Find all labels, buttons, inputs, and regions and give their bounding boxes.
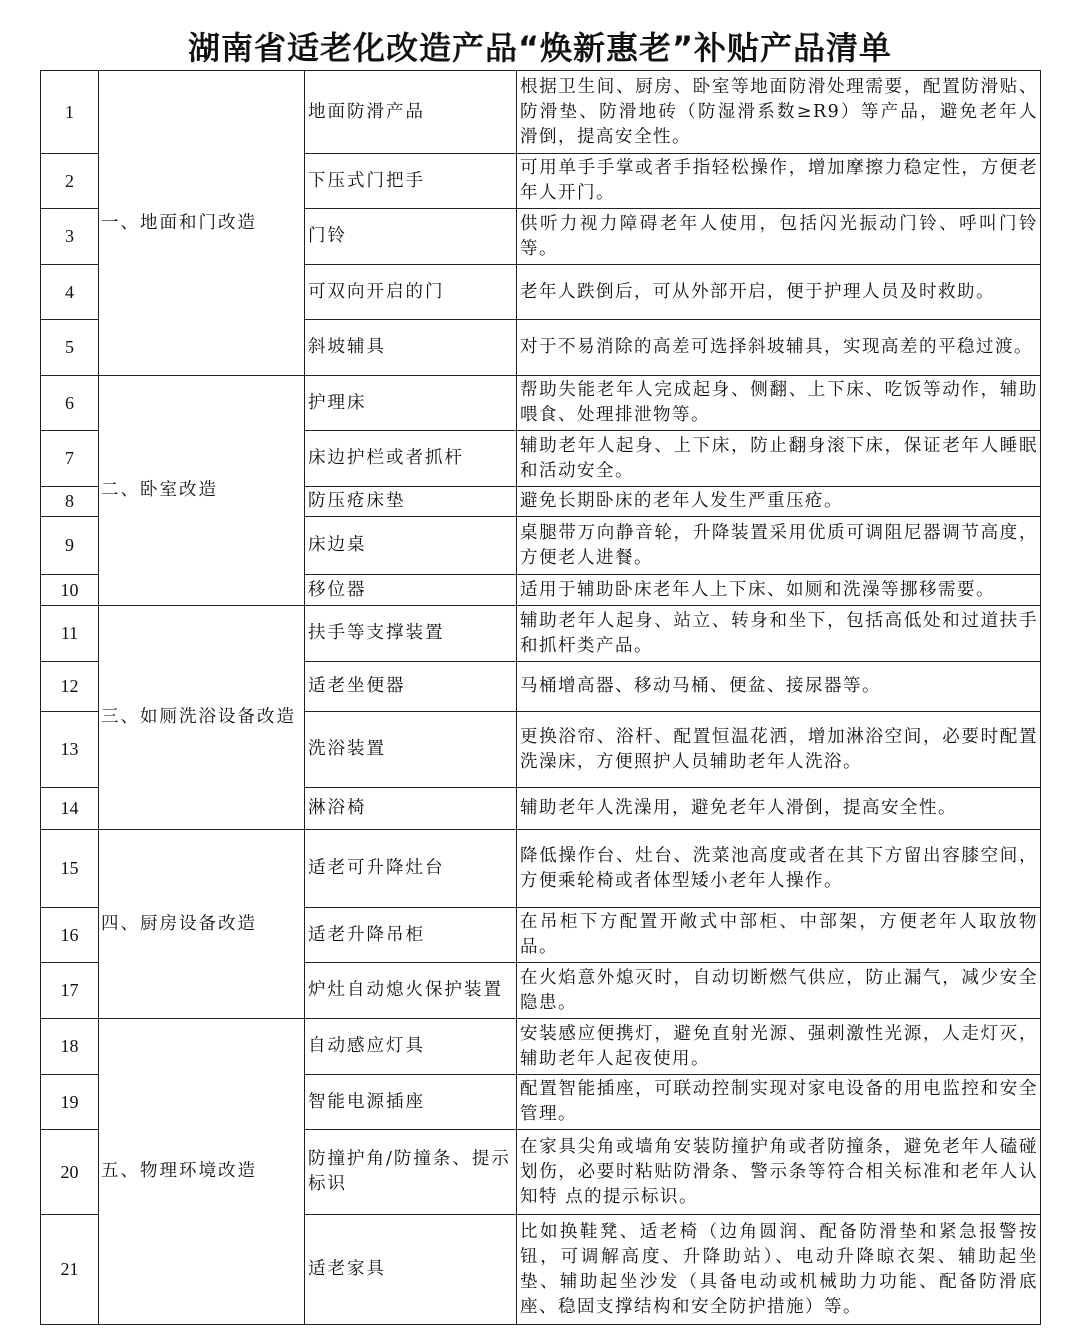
table-row (41, 71, 1041, 154)
product-name: 炉灶自动熄火保护装置 (305, 963, 517, 1019)
table-row (41, 376, 1041, 431)
product-name: 淋浴椅 (305, 788, 517, 830)
row-number: 1 (41, 71, 99, 154)
category-cell: 一、地面和门改造 (99, 71, 305, 376)
row-number: 15 (41, 830, 99, 908)
row-number: 14 (41, 788, 99, 830)
product-name: 地面防滑产品 (305, 71, 517, 154)
row-number: 21 (41, 1215, 99, 1325)
subsidy-product-table (40, 70, 1041, 1325)
row-number: 5 (41, 320, 99, 376)
product-name: 洗浴装置 (305, 712, 517, 788)
product-description: 比如换鞋凳、适老椅（边角圆润、配备防滑垫和紧急报警按钮，可调解高度、升降助站）、电动升降晾衣架、辅助起坐垫、辅助起坐沙发（具备电动或机械助力功能、配备防滑底座、稳固支撑结构和安全防护措施）等。 (517, 1215, 1041, 1325)
product-name: 门铃 (305, 209, 517, 265)
product-name: 防压疮床垫 (305, 487, 517, 517)
row-number: 2 (41, 154, 99, 209)
product-name: 适老家具 (305, 1215, 517, 1325)
product-description: 供听力视力障碍老年人使用，包括闪光振动门铃、呼叫门铃等。 (517, 209, 1041, 265)
product-description: 适用于辅助卧床老年人上下床、如厕和洗澡等挪移需要。 (517, 575, 1041, 606)
row-number: 11 (41, 606, 99, 662)
product-name: 床边桌 (305, 517, 517, 575)
row-number: 7 (41, 431, 99, 487)
row-number: 13 (41, 712, 99, 788)
row-number: 18 (41, 1019, 99, 1075)
product-description: 辅助老年人洗澡用，避免老年人滑倒，提高安全性。 (517, 788, 1041, 830)
product-description: 在火焰意外熄灭时，自动切断燃气供应，防止漏气，减少安全隐患。 (517, 963, 1041, 1019)
row-number: 12 (41, 662, 99, 712)
product-description: 对于不易消除的高差可选择斜坡辅具，实现高差的平稳过渡。 (517, 320, 1041, 376)
row-number: 17 (41, 963, 99, 1019)
product-description: 在吊柜下方配置开敞式中部柜、中部架，方便老年人取放物品。 (517, 908, 1041, 963)
row-number: 19 (41, 1075, 99, 1130)
product-description: 降低操作台、灶台、洗菜池高度或者在其下方留出容膝空间，方便乘轮椅或者体型矮小老年人操作。 (517, 830, 1041, 908)
page-title: 湖南省适老化改造产品“焕新惠老”补贴产品清单 (187, 29, 893, 67)
product-description: 辅助老年人起身、上下床，防止翻身滚下床，保证老年人睡眠和活动安全。 (517, 431, 1041, 487)
product-name: 适老升降吊柜 (305, 908, 517, 963)
product-name: 斜坡辅具 (305, 320, 517, 376)
row-number: 16 (41, 908, 99, 963)
row-number: 10 (41, 575, 99, 606)
product-description: 老年人跌倒后，可从外部开启，便于护理人员及时救助。 (517, 265, 1041, 320)
product-name: 自动感应灯具 (305, 1019, 517, 1075)
product-name: 移位器 (305, 575, 517, 606)
category-cell: 四、厨房设备改造 (99, 830, 305, 1019)
row-number: 20 (41, 1130, 99, 1215)
product-description: 帮助失能老年人完成起身、侧翻、上下床、吃饭等动作，辅助喂食、处理排泄物等。 (517, 376, 1041, 431)
category-cell: 三、如厕洗浴设备改造 (99, 606, 305, 830)
row-number: 6 (41, 376, 99, 431)
product-name: 护理床 (305, 376, 517, 431)
product-description: 桌腿带万向静音轮，升降装置采用优质可调阻尼器调节高度，方便老人进餐。 (517, 517, 1041, 575)
product-name: 下压式门把手 (305, 154, 517, 209)
row-number: 8 (41, 487, 99, 517)
product-description: 在家具尖角或墙角安装防撞护角或者防撞条，避免老年人磕碰划伤，必要时粘贴防滑条、警示条等符合相关标准和老年人认知特 点的提示标识。 (517, 1130, 1041, 1215)
product-description: 更换浴帘、浴杆、配置恒温花洒，增加淋浴空间，必要时配置洗澡床，方便照护人员辅助老年人洗浴。 (517, 712, 1041, 788)
row-number: 4 (41, 265, 99, 320)
product-description: 避免长期卧床的老年人发生严重压疮。 (517, 487, 1041, 517)
product-description: 马桶增高器、移动马桶、便盆、接尿器等。 (517, 662, 1041, 712)
product-description: 可用单手手掌或者手指轻松操作，增加摩擦力稳定性，方便老年人开门。 (517, 154, 1041, 209)
row-number: 9 (41, 517, 99, 575)
product-description: 安装感应便携灯，避免直射光源、强刺激性光源，人走灯灭，辅助老年人起夜使用。 (517, 1019, 1041, 1075)
category-cell: 二、卧室改造 (99, 376, 305, 606)
product-name: 智能电源插座 (305, 1075, 517, 1130)
product-name: 防撞护角/防撞条、提示标识 (305, 1130, 517, 1215)
product-description: 根据卫生间、厨房、卧室等地面防滑处理需要，配置防滑贴、防滑垫、防滑地砖（防湿滑系数≥R9）等产品，避免老年人滑倒，提高安全性。 (517, 71, 1041, 154)
product-description: 配置智能插座，可联动控制实现对家电设备的用电监控和安全管理。 (517, 1075, 1041, 1130)
product-name: 适老可升降灶台 (305, 830, 517, 908)
row-number: 3 (41, 209, 99, 265)
table-row (41, 1019, 1041, 1075)
product-name: 适老坐便器 (305, 662, 517, 712)
category-cell: 五、物理环境改造 (99, 1019, 305, 1325)
table-row (41, 606, 1041, 662)
product-description: 辅助老年人起身、站立、转身和坐下，包括高低处和过道扶手和抓杆类产品。 (517, 606, 1041, 662)
product-name: 扶手等支撑装置 (305, 606, 517, 662)
product-name: 可双向开启的门 (305, 265, 517, 320)
table-row (41, 830, 1041, 908)
product-name: 床边护栏或者抓杆 (305, 431, 517, 487)
